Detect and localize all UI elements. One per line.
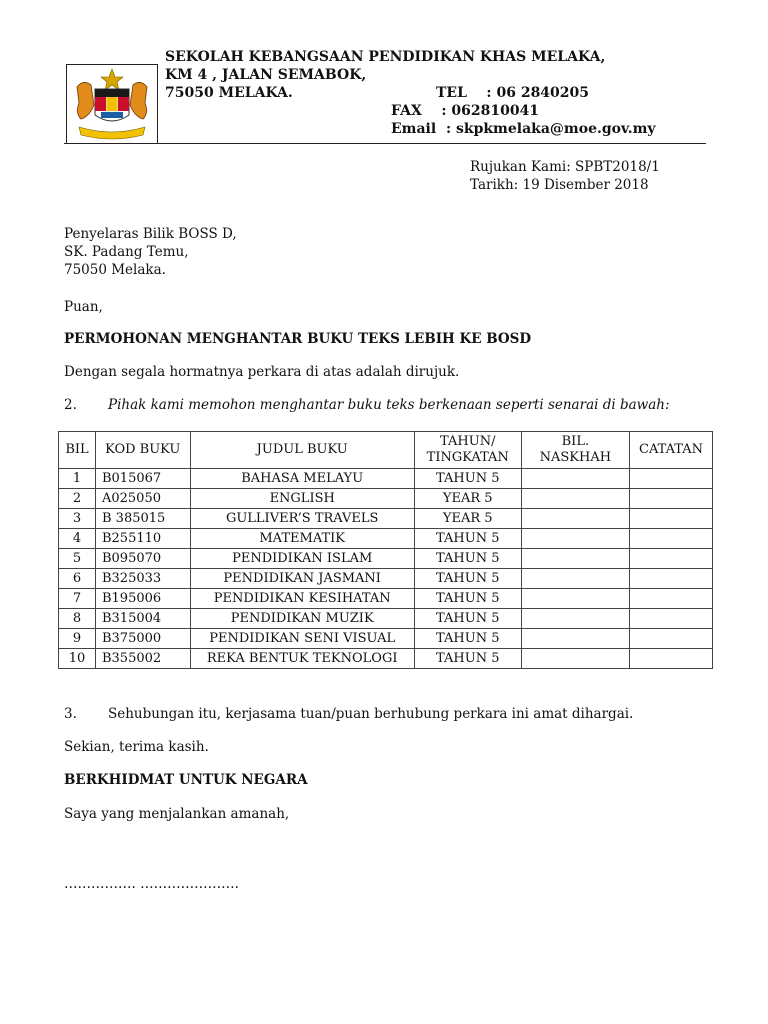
- cell-judul-buku: MATEMATIK: [190, 529, 414, 549]
- cell-judul-buku: PENDIDIKAN ISLAM: [190, 549, 414, 569]
- school-name: SEKOLAH KEBANGSAAN PENDIDIKAN KHAS MELAKA,: [165, 49, 606, 65]
- cell-bil-naskhah[interactable]: [521, 609, 629, 629]
- recipient-line-1: Penyelaras Bilik BOSS D,: [64, 226, 237, 242]
- cell-judul-buku: GULLIVER’S TRAVELS: [190, 509, 414, 529]
- signature-line: ……………. ………………….: [64, 876, 239, 892]
- letter-subject: PERMOHONAN MENGHANTAR BUKU TEKS LEBIH KE BOSD: [64, 331, 532, 347]
- cell-bil: 6: [59, 569, 96, 589]
- cell-judul-buku: REKA BENTUK TEKNOLOGI: [190, 649, 414, 669]
- cell-bil-naskhah[interactable]: [521, 589, 629, 609]
- cell-kod-buku: B195006: [95, 589, 190, 609]
- reference-number: Rujukan Kami: SPBT2018/1: [470, 159, 660, 175]
- cell-tahun: TAHUN 5: [414, 569, 521, 589]
- cell-catatan[interactable]: [630, 549, 713, 569]
- cell-bil-naskhah[interactable]: [521, 509, 629, 529]
- cell-bil: 8: [59, 609, 96, 629]
- table-row: [59, 489, 713, 509]
- cell-bil-naskhah[interactable]: [521, 569, 629, 589]
- closing-text: Sekian, terima kasih.: [64, 739, 209, 755]
- cell-bil: 4: [59, 529, 96, 549]
- cell-catatan[interactable]: [630, 589, 713, 609]
- header-judul-buku: JUDUL BUKU: [190, 432, 414, 469]
- cell-catatan[interactable]: [630, 529, 713, 549]
- table-row: [59, 589, 713, 609]
- cell-bil: 2: [59, 489, 96, 509]
- table-row: [59, 549, 713, 569]
- paragraph-3-number: 3.: [64, 706, 77, 722]
- recipient-line-3: 75050 Melaka.: [64, 262, 166, 278]
- header-catatan: CATATAN: [630, 432, 713, 469]
- cell-bil-naskhah[interactable]: [521, 649, 629, 669]
- cell-catatan[interactable]: [630, 509, 713, 529]
- cell-catatan[interactable]: [630, 469, 713, 489]
- cell-tahun: YEAR 5: [414, 509, 521, 529]
- paragraph-3-text: Sehubungan itu, kerjasama tuan/puan berhubung perkara ini amat dihargai.: [108, 706, 634, 722]
- address-line-2: 75050 MELAKA.: [165, 85, 293, 101]
- cell-bil-naskhah[interactable]: [521, 489, 629, 509]
- cell-kod-buku: B315004: [95, 609, 190, 629]
- cell-judul-buku: BAHASA MELAYU: [190, 469, 414, 489]
- cell-bil-naskhah[interactable]: [521, 529, 629, 549]
- letter-date: Tarikh: 19 Disember 2018: [470, 177, 649, 193]
- cell-judul-buku: PENDIDIKAN KESIHATAN: [190, 589, 414, 609]
- cell-kod-buku: B355002: [95, 649, 190, 669]
- motto: BERKHIDMAT UNTUK NEGARA: [64, 772, 308, 788]
- cell-judul-buku: ENGLISH: [190, 489, 414, 509]
- paragraph-2-text: Pihak kami memohon menghantar buku teks berkenaan seperti senarai di bawah:: [108, 397, 670, 413]
- header-bil-naskhah: BIL. NASKHAH: [521, 432, 629, 469]
- cell-catatan[interactable]: [630, 609, 713, 629]
- table-row: [59, 649, 713, 669]
- cell-tahun: TAHUN 5: [414, 629, 521, 649]
- cell-tahun: TAHUN 5: [414, 529, 521, 549]
- cell-bil: 1: [59, 469, 96, 489]
- table-row: [59, 629, 713, 649]
- cell-tahun: TAHUN 5: [414, 549, 521, 569]
- cell-kod-buku: B325033: [95, 569, 190, 589]
- cell-kod-buku: B095070: [95, 549, 190, 569]
- cell-kod-buku: B375000: [95, 629, 190, 649]
- paragraph-1: Dengan segala hormatnya perkara di atas adalah dirujuk.: [64, 364, 460, 380]
- table-row: [59, 509, 713, 529]
- table-row: [59, 609, 713, 629]
- cell-catatan[interactable]: [630, 649, 713, 669]
- cell-tahun: TAHUN 5: [414, 649, 521, 669]
- cell-catatan[interactable]: [630, 569, 713, 589]
- cell-tahun: TAHUN 5: [414, 609, 521, 629]
- recipient-line-2: SK. Padang Temu,: [64, 244, 189, 260]
- textbook-table: [58, 431, 713, 669]
- cell-bil: 7: [59, 589, 96, 609]
- table-row: [59, 469, 713, 489]
- cell-judul-buku: PENDIDIKAN SENI VISUAL: [190, 629, 414, 649]
- table-row: [59, 569, 713, 589]
- cell-judul-buku: PENDIDIKAN MUZIK: [190, 609, 414, 629]
- email-address: Email : skpkmelaka@moe.gov.my: [391, 121, 656, 137]
- cell-bil: 5: [59, 549, 96, 569]
- cell-bil-naskhah[interactable]: [521, 549, 629, 569]
- cell-kod-buku: B015067: [95, 469, 190, 489]
- cell-bil-naskhah[interactable]: [521, 469, 629, 489]
- cell-bil: 10: [59, 649, 96, 669]
- cell-tahun: TAHUN 5: [414, 589, 521, 609]
- cell-bil: 3: [59, 509, 96, 529]
- amanah-text: Saya yang menjalankan amanah,: [64, 806, 290, 822]
- cell-bil-naskhah[interactable]: [521, 629, 629, 649]
- cell-kod-buku: A025050: [95, 489, 190, 509]
- cell-catatan[interactable]: [630, 489, 713, 509]
- header-tahun-line-2: TINGKATAN: [426, 450, 509, 465]
- header-kod-buku: KOD BUKU: [95, 432, 190, 469]
- cell-kod-buku: B 385015: [95, 509, 190, 529]
- header-bil: BIL: [59, 432, 96, 469]
- cell-judul-buku: PENDIDIKAN JASMANI: [190, 569, 414, 589]
- table-row: [59, 529, 713, 549]
- header-tahun-tingkatan: [414, 432, 521, 469]
- address-line-1: KM 4 , JALAN SEMABOK,: [165, 67, 367, 83]
- table-header-row: [59, 432, 713, 469]
- cell-bil: 9: [59, 629, 96, 649]
- cell-tahun: YEAR 5: [414, 489, 521, 509]
- salutation: Puan,: [64, 299, 103, 315]
- coat-of-arms-logo: [66, 64, 158, 144]
- tel-number: TEL : 06 2840205: [436, 85, 590, 101]
- cell-tahun: TAHUN 5: [414, 469, 521, 489]
- fax-number: FAX : 062810041: [391, 103, 540, 119]
- header-tahun-line-1: TAHUN/: [440, 434, 496, 449]
- cell-kod-buku: B255110: [95, 529, 190, 549]
- cell-catatan[interactable]: [630, 629, 713, 649]
- letterhead-divider: [64, 143, 706, 144]
- paragraph-2-number: 2.: [64, 397, 77, 413]
